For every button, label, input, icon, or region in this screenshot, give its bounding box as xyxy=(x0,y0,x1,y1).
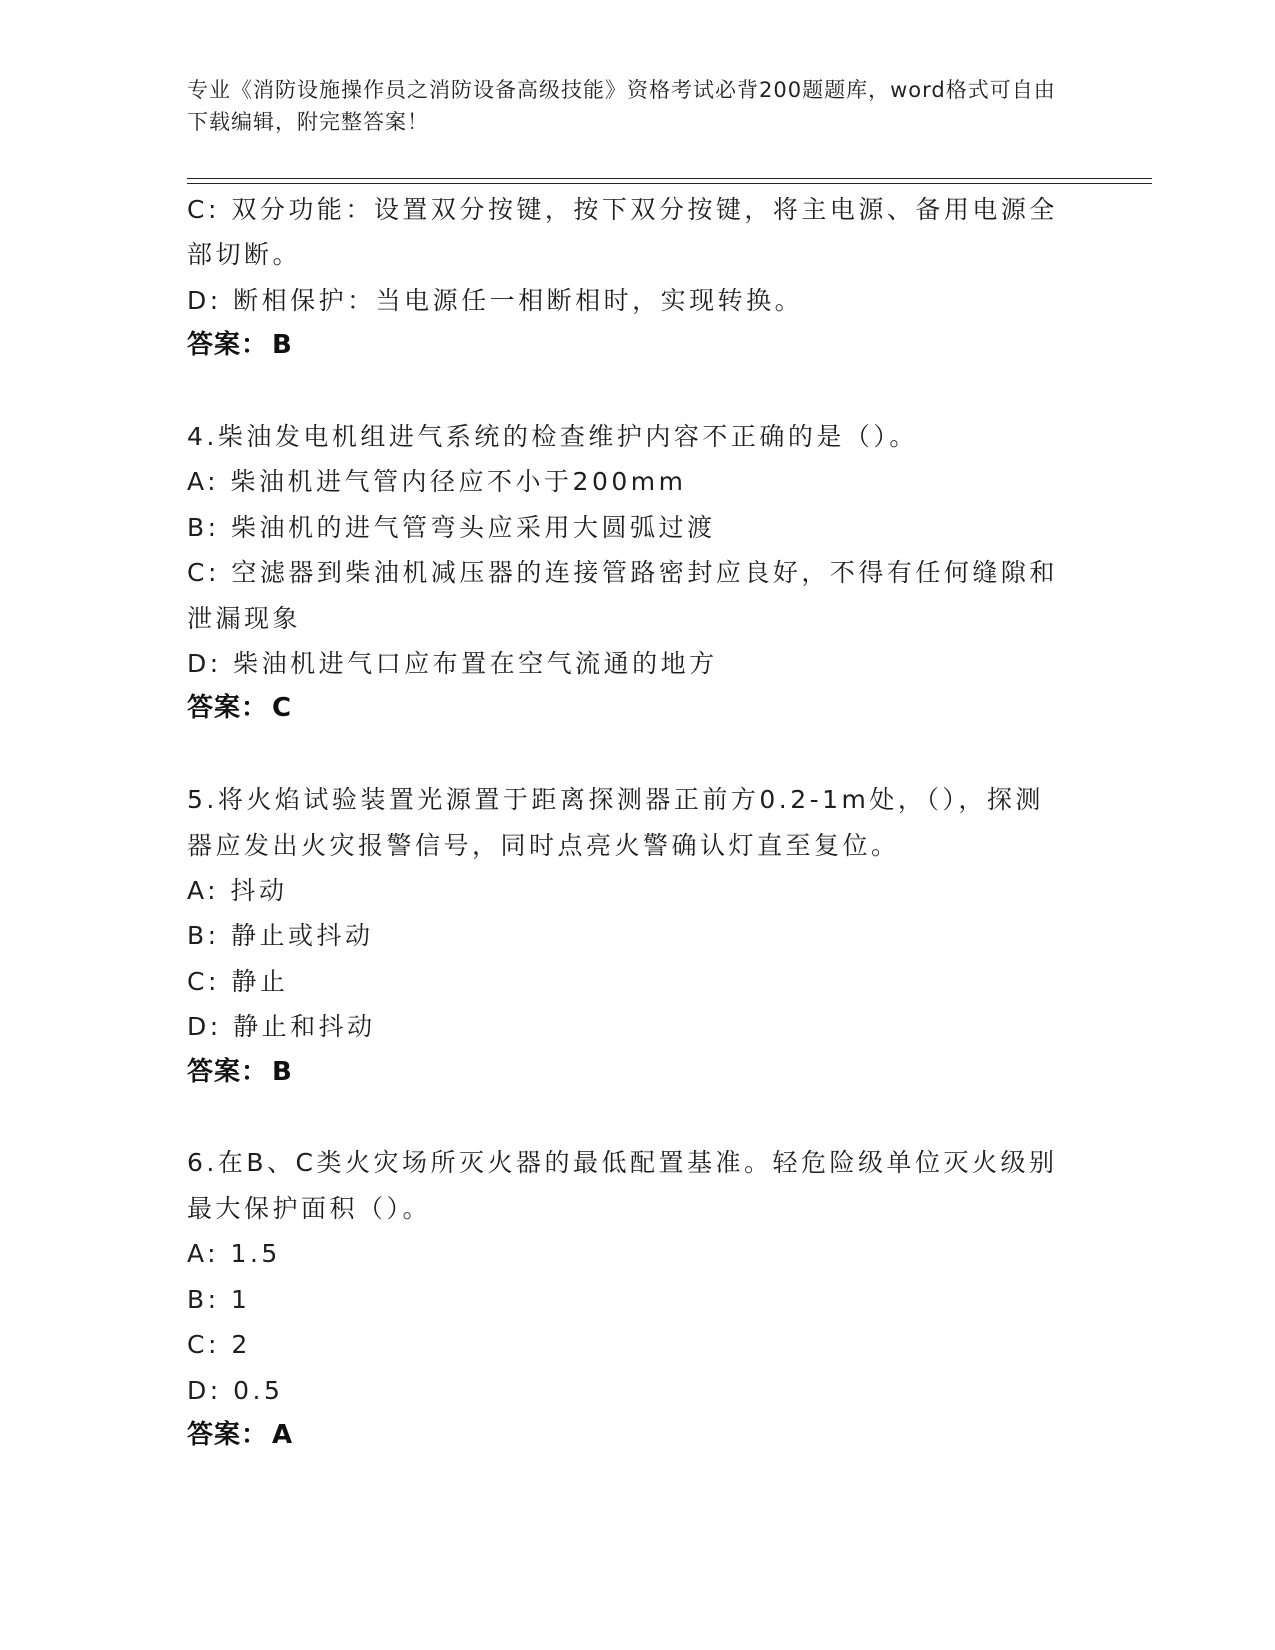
option-d: D: 柴油机进气口应布置在空气流通的地方 xyxy=(187,649,718,679)
header-divider-bottom xyxy=(187,183,1152,184)
spacer xyxy=(187,1095,1077,1140)
header-divider-top xyxy=(187,178,1152,179)
option-d: D: 静止和抖动 xyxy=(187,1012,376,1042)
answer-value: C xyxy=(272,693,293,724)
option-a: A: 1.5 xyxy=(187,1239,281,1269)
option-a: A: 抖动 xyxy=(187,876,288,906)
question-6 xyxy=(187,1140,1077,1458)
option-c: C: 静止 xyxy=(187,966,289,996)
question-text-cont: 器应发出火灾报警信号，同时点亮火警确认灯直至复位。 xyxy=(187,830,900,860)
spacer xyxy=(187,732,1077,777)
document-header: 专业《消防设施操作员之消防设备高级技能》资格考试必背200题题库，word格式可自由下载编辑，附完整答案！ xyxy=(187,78,1056,134)
option-c-cont: 部切断。 xyxy=(187,240,302,270)
question-text: 6.在B、C类火灾场所灭火器的最低配置基准。轻危险级单位灭火级别 xyxy=(187,1148,1058,1178)
answer-value: B xyxy=(272,330,293,361)
question-text: 5.将火焰试验装置光源置于距离探测器正前方0.2-1m处，（），探测 xyxy=(187,785,1044,815)
answer-value: A xyxy=(272,1419,294,1450)
answer-label: 答案： xyxy=(187,693,269,724)
answer-label: 答案： xyxy=(187,330,269,361)
option-d: D: 0.5 xyxy=(187,1375,284,1405)
option-b: B: 静止或抖动 xyxy=(187,921,374,951)
answer-line xyxy=(187,1413,1077,1458)
spacer xyxy=(187,369,1077,414)
option-d: D: 断相保护：当电源任一相断相时，实现转换。 xyxy=(187,285,804,315)
option-c: C: 空滤器到柴油机减压器的连接管路密封应良好，不得有任何缝隙和 xyxy=(187,558,1058,588)
option-a: A: 柴油机进气管内径应不小于200mm xyxy=(187,467,687,497)
option-b: B: 1 xyxy=(187,1284,251,1314)
option-c-cont: 泄漏现象 xyxy=(187,603,302,633)
question-5 xyxy=(187,777,1077,1095)
answer-label: 答案： xyxy=(187,1419,269,1450)
option-b: B: 柴油机的进气管弯头应采用大圆弧过渡 xyxy=(187,512,716,542)
question-4 xyxy=(187,414,1077,732)
option-c: C: 2 xyxy=(187,1330,251,1360)
question-3-tail xyxy=(187,187,1077,369)
question-text-cont: 最大保护面积（）。 xyxy=(187,1193,432,1223)
question-text: 4.柴油发电机组进气系统的检查维护内容不正确的是（）。 xyxy=(187,422,918,452)
question-list xyxy=(187,187,1077,1458)
answer-label: 答案： xyxy=(187,1056,269,1087)
answer-line xyxy=(187,1050,1077,1095)
answer-value: B xyxy=(272,1056,293,1087)
option-c: C: 双分功能：设置双分按键，按下双分按键，将主电源、备用电源全 xyxy=(187,195,1058,224)
answer-line xyxy=(187,323,1077,368)
answer-line xyxy=(187,686,1077,731)
